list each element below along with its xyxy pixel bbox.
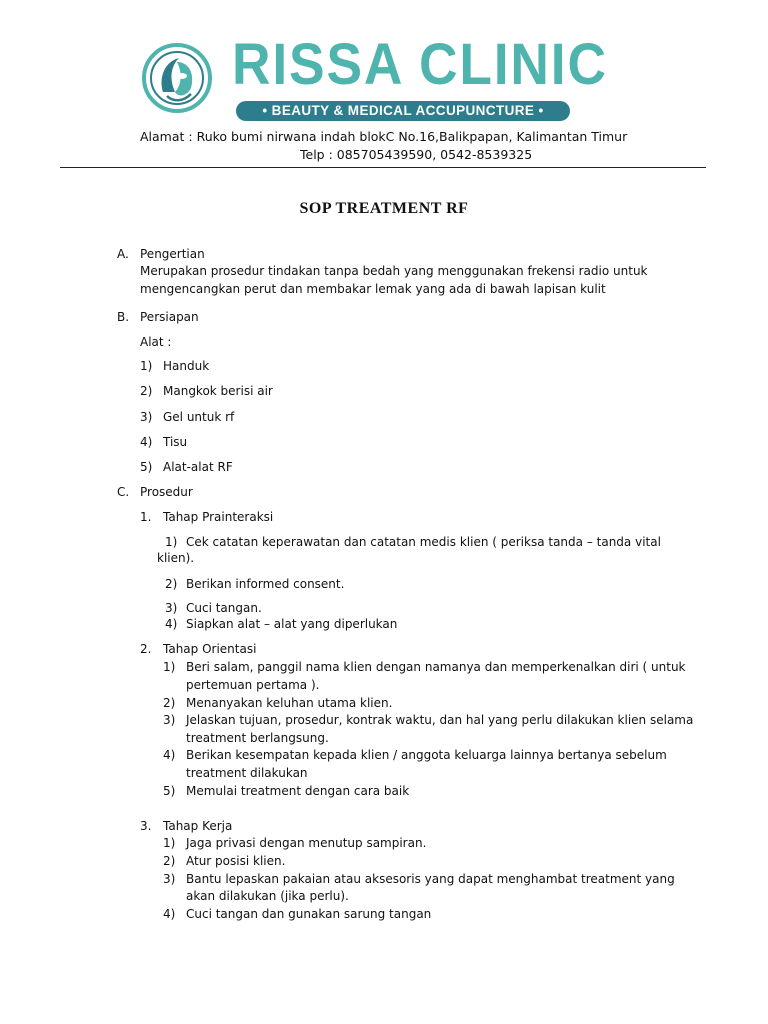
- list-item-number: 2): [140, 384, 153, 398]
- list-item: Gel untuk rf: [163, 410, 235, 424]
- list-item: Cuci tangan dan gunakan sarung tangan: [186, 907, 432, 921]
- brand-name: RISSA CLINIC: [232, 32, 608, 97]
- list-item: Cuci tangan.: [186, 601, 262, 615]
- section-b-label: B.: [117, 310, 130, 324]
- list-item-number: 1): [165, 535, 178, 549]
- step-number: 2.: [140, 642, 152, 656]
- list-item: Handuk: [163, 359, 210, 373]
- list-item: Atur posisi klien.: [186, 854, 286, 868]
- list-item-number: 1): [163, 660, 176, 674]
- list-item-continuation: treatment dilakukan: [186, 766, 308, 780]
- list-item-number: 2): [165, 577, 178, 591]
- list-item: Cek catatan keperawatan dan catatan medis klien ( periksa tanda – tanda vital: [186, 535, 661, 549]
- step-number: 1.: [140, 510, 152, 524]
- list-item-number: 4): [165, 617, 178, 631]
- list-item: Berikan kesempatan kepada klien / anggota keluarga lainnya bertanya sebelum: [186, 748, 667, 762]
- list-item-continuation: pertemuan pertama ).: [186, 678, 320, 692]
- list-item-number: 5): [140, 460, 153, 474]
- list-item: Jelaskan tujuan, prosedur, kontrak waktu, dan hal yang perlu dilakukan klien selama: [186, 713, 694, 727]
- section-a-line: Merupakan prosedur tindakan tanpa bedah yang menggunakan frekensi radio untuk: [140, 264, 648, 278]
- brand-tagline: • BEAUTY & MEDICAL ACCUPUNCTURE •: [236, 101, 570, 121]
- list-item-continuation: treatment berlangsung.: [186, 731, 329, 745]
- list-item-number: 4): [163, 907, 176, 921]
- step-number: 3.: [140, 819, 152, 833]
- clinic-phone: Telp : 085705439590, 0542-8539325: [300, 147, 533, 162]
- step-title: Tahap Kerja: [163, 819, 233, 833]
- list-item-number: 1): [163, 836, 176, 850]
- list-item: Memulai treatment dengan cara baik: [186, 784, 410, 798]
- list-item-number: 3): [165, 601, 178, 615]
- header-divider: [60, 167, 706, 168]
- list-item-number: 3): [163, 713, 176, 727]
- section-a-line: mengencangkan perut dan membakar lemak yang ada di bawah lapisan kulit: [140, 282, 606, 296]
- face-circle-logo-icon: [141, 42, 213, 114]
- list-item: Siapkan alat – alat yang diperlukan: [186, 617, 398, 631]
- step-title: Tahap Orientasi: [163, 642, 257, 656]
- step-title: Tahap Prainteraksi: [163, 510, 274, 524]
- list-item-number: 5): [163, 784, 176, 798]
- section-c-label: C.: [117, 485, 130, 499]
- list-item: Mangkok berisi air: [163, 384, 273, 398]
- section-a-label: A.: [117, 247, 129, 261]
- list-item: Tisu: [163, 435, 188, 449]
- document-title: SOP TREATMENT RF: [299, 200, 469, 217]
- list-item: Alat-alat RF: [163, 460, 233, 474]
- list-item: Jaga privasi dengan menutup sampiran.: [186, 836, 427, 850]
- list-item-number: 2): [163, 696, 176, 710]
- clinic-address: Alamat : Ruko bumi nirwana indah blokC No.16,Balikpapan, Kalimantan Timur: [140, 129, 628, 144]
- section-b-heading: Persiapan: [140, 310, 199, 324]
- list-item-number: 4): [140, 435, 153, 449]
- list-item-number: 2): [163, 854, 176, 868]
- list-item-number: 1): [140, 359, 153, 373]
- list-item-number: 3): [140, 410, 153, 424]
- section-a-heading: Pengertian: [140, 247, 205, 261]
- list-item-continuation: klien).: [157, 551, 195, 565]
- section-c-heading: Prosedur: [140, 485, 193, 499]
- list-item: Beri salam, panggil nama klien dengan namanya dan memperkenalkan diri ( untuk: [186, 660, 686, 674]
- list-item-number: 3): [163, 872, 176, 886]
- alat-label: Alat :: [140, 335, 172, 349]
- list-item: Berikan informed consent.: [186, 577, 345, 591]
- list-item: Menanyakan keluhan utama klien.: [186, 696, 393, 710]
- list-item: Bantu lepaskan pakaian atau aksesoris yang dapat menghambat treatment yang: [186, 872, 675, 886]
- list-item-number: 4): [163, 748, 176, 762]
- list-item-continuation: akan dilakukan (jika perlu).: [186, 889, 349, 903]
